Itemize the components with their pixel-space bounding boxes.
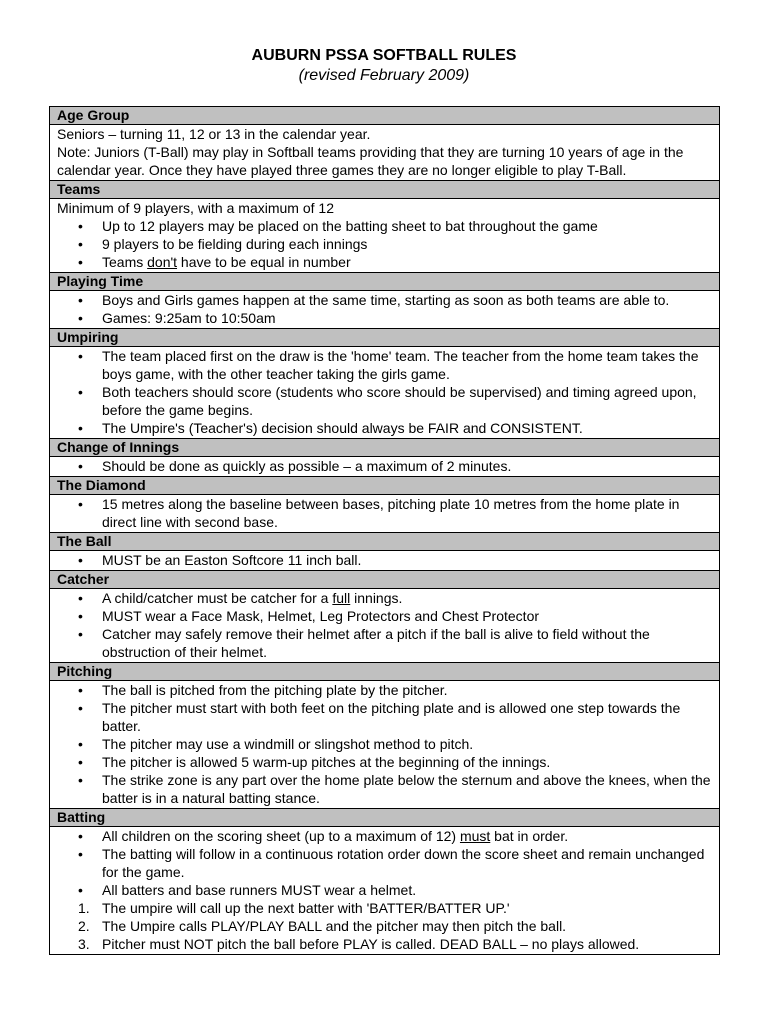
bullet-item — [57, 235, 712, 253]
paragraph: Note: Juniors (T-Ball) may play in Softball teams providing that they are turning 10 years of age in the calendar year. Once they have played three games they are no longer eligible to play T-Ball. — [57, 144, 684, 178]
bullet-item — [57, 217, 712, 235]
paragraph: Minimum of 9 players, with a maximum of 12 — [57, 200, 334, 216]
underlined-text: full — [332, 590, 351, 606]
section-body-the-diamond — [50, 495, 719, 533]
item-text: The pitcher is allowed 5 warm-up pitches at the beginning of the innings. — [102, 754, 551, 770]
bullet-icon — [78, 419, 98, 437]
section-heading-the-diamond: The Diamond — [50, 477, 719, 495]
bullet-item — [57, 309, 712, 327]
bullet-icon — [78, 589, 98, 607]
bullet-item — [57, 771, 712, 807]
item-text: All batters and base runners MUST wear a helmet. — [102, 882, 417, 898]
bullet-icon — [78, 735, 98, 753]
section-heading-the-ball: The Ball — [50, 533, 719, 551]
bullet-icon — [78, 771, 98, 789]
bullet-item — [57, 253, 712, 271]
bullet-list — [57, 291, 712, 327]
item-text: The pitcher must start with both feet on the pitching plate and is allowed one step towards the batter. — [102, 700, 681, 734]
item-text: Pitcher must NOT pitch the ball before PLAY is called. DEAD BALL – no plays allowed. — [102, 936, 640, 952]
bullet-list — [57, 681, 712, 807]
section-heading-playing-time: Playing Time — [50, 273, 719, 291]
bullet-item — [57, 419, 712, 437]
list-number: 1. — [78, 900, 90, 916]
section-body-teams — [50, 199, 719, 273]
item-text: A child/catcher must be catcher for a — [102, 590, 333, 606]
bullet-list — [57, 827, 712, 899]
rules-table — [49, 106, 720, 955]
bullet-icon — [78, 291, 98, 309]
item-text: Catcher may safely remove their helmet after a pitch if the ball is alive to field without the obstruction of their helmet. — [102, 626, 650, 660]
bullet-item — [57, 457, 712, 475]
paragraph: Seniors – turning 11, 12 or 13 in the calendar year. — [57, 126, 371, 142]
item-text: The Umpire's (Teacher's) decision should always be FAIR and CONSISTENT. — [102, 420, 583, 436]
bullet-icon — [78, 845, 98, 863]
underlined-text: must — [459, 828, 491, 844]
item-text: The team placed first on the draw is the 'home' team. The teacher from the home team takes the boys game, with the other teacher taking the girls game. — [102, 348, 699, 382]
bullet-icon — [78, 217, 98, 235]
item-text: Games: 9:25am to 10:50am — [102, 310, 276, 326]
bullet-icon — [78, 625, 98, 643]
bullet-item — [57, 383, 712, 419]
item-text: MUST be an Easton Softcore 11 inch ball. — [102, 552, 362, 568]
item-text: have to be equal in number — [177, 254, 351, 270]
bullet-item — [57, 845, 712, 881]
bullet-icon — [78, 681, 98, 699]
bullet-item — [57, 551, 712, 569]
bullet-item — [57, 291, 712, 309]
bullet-item — [57, 589, 712, 607]
bullet-item — [57, 681, 712, 699]
section-body-umpiring — [50, 347, 719, 439]
item-text: Boys and Girls games happen at the same time, starting as soon as both teams are able to. — [102, 292, 670, 308]
item-text: bat in order. — [490, 828, 569, 844]
section-heading-pitching: Pitching — [50, 663, 719, 681]
bullet-list — [57, 217, 712, 271]
section-body-catcher — [50, 589, 719, 663]
bullet-icon — [78, 457, 98, 475]
bullet-list — [57, 589, 712, 661]
bullet-icon — [78, 495, 98, 513]
bullet-item — [57, 881, 712, 899]
underlined-text: don't — [147, 254, 178, 270]
bullet-icon — [78, 309, 98, 327]
bullet-icon — [78, 253, 98, 271]
numbered-item — [57, 899, 712, 917]
bullet-item — [57, 607, 712, 625]
bullet-icon — [78, 699, 98, 717]
item-text: Should be done as quickly as possible – a maximum of 2 minutes. — [102, 458, 512, 474]
bullet-item — [57, 625, 712, 661]
bullet-icon — [78, 383, 98, 401]
section-body-playing-time — [50, 291, 719, 329]
bullet-icon — [78, 551, 98, 569]
section-body-age-group — [50, 125, 719, 181]
section-heading-catcher: Catcher — [50, 571, 719, 589]
item-text: The strike zone is any part over the home plate below the sternum and above the knees, when the batter is in a natural batting stance. — [102, 772, 711, 806]
document-title: AUBURN PSSA SOFTBALL RULES — [251, 47, 517, 64]
bullet-icon — [78, 607, 98, 625]
numbered-item — [57, 917, 712, 935]
bullet-icon — [78, 753, 98, 771]
list-number: 3. — [78, 936, 90, 952]
bullet-item — [57, 735, 712, 753]
section-body-pitching — [50, 681, 719, 809]
bullet-item — [57, 699, 712, 735]
bullet-icon — [78, 235, 98, 253]
item-text: The batting will follow in a continuous rotation order down the score sheet and remain unchanged for the game. — [102, 846, 705, 880]
item-text: Teams — [102, 254, 148, 270]
item-text: All children on the scoring sheet (up to a maximum of 12) — [102, 828, 460, 844]
numbered-item — [57, 935, 712, 953]
bullet-icon — [78, 827, 98, 845]
item-text: The ball is pitched from the pitching plate by the pitcher. — [102, 682, 448, 698]
bullet-list — [57, 457, 712, 475]
section-heading-teams: Teams — [50, 181, 719, 199]
item-text: The umpire will call up the next batter with 'BATTER/BATTER UP.' — [102, 900, 510, 916]
section-heading-age-group: Age Group — [50, 107, 719, 125]
section-body-change-of-innings — [50, 457, 719, 477]
item-text: innings. — [350, 590, 403, 606]
bullet-item — [57, 347, 712, 383]
bullet-item — [57, 495, 712, 531]
item-text: Up to 12 players may be placed on the batting sheet to bat throughout the game — [102, 218, 598, 234]
section-heading-batting: Batting — [50, 809, 719, 827]
section-body-the-ball — [50, 551, 719, 571]
section-heading-change-of-innings: Change of Innings — [50, 439, 719, 457]
bullet-icon — [78, 347, 98, 365]
bullet-item — [57, 827, 712, 845]
bullet-item — [57, 753, 712, 771]
item-text: 9 players to be fielding during each innings — [102, 236, 368, 252]
item-text: 15 metres along the baseline between bases, pitching plate 10 metres from the home plate in direct line with second base. — [102, 496, 680, 530]
bullet-list — [57, 347, 712, 437]
item-text: Both teachers should score (students who score should be supervised) and timing agreed upon, before the game begins. — [102, 384, 697, 418]
document-subtitle: (revised February 2009) — [298, 67, 470, 84]
numbered-list — [57, 899, 712, 953]
item-text: The pitcher may use a windmill or slingshot method to pitch. — [102, 736, 474, 752]
bullet-list — [57, 495, 712, 531]
bullet-list — [57, 551, 712, 569]
section-heading-umpiring: Umpiring — [50, 329, 719, 347]
list-number: 2. — [78, 918, 90, 934]
item-text: The Umpire calls PLAY/PLAY BALL and the pitcher may then pitch the ball. — [102, 918, 567, 934]
bullet-icon — [78, 881, 98, 899]
section-body-batting — [50, 827, 719, 955]
item-text: MUST wear a Face Mask, Helmet, Leg Protectors and Chest Protector — [102, 608, 540, 624]
